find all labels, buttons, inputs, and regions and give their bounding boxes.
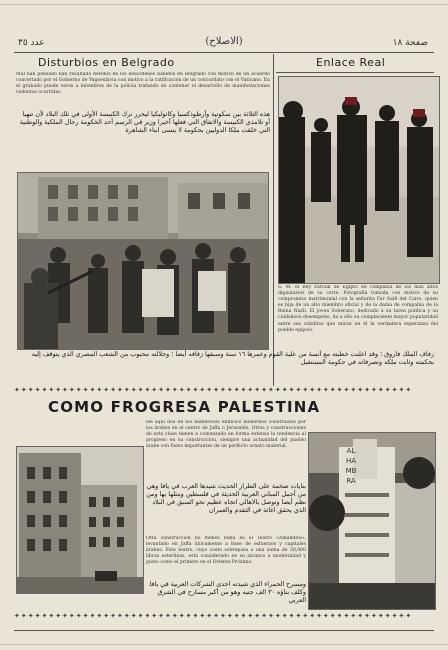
caption-belgrado-es: Mal han pensado han resultado heridos en los desórdenes habidos en Belgrado con motivo de un acuerdo concertado por el Gobierno de Yugoeslavia con motivo a la ratificación de un concordato con el Vaticano. En el grabado puede verse a miembros de la policía tratando de contener el desarrollo de manifestaciones violentas ocurridas [16, 72, 270, 96]
header-rule [14, 52, 434, 53]
page-edge-bottom [0, 644, 448, 645]
issue-number: عدد ٣٥ [18, 38, 45, 48]
caption-farouk-es: S. M. el Rey Farouk de Egipto en compañía de los más altos dignatarios de su corte. Fotografía tomada con motivo de su compromiso matrimonial con la señorita Far Sulfi del Cairo, quien es hija de un alto miembro oficial y de la dama de compañía de la Reina Nazli. El joven Soberano, dedicado a su tarea política y su cuidadoso desempeño, da a ello su complaciente mayor popularidad entre sus súbditos que miran en él la verdadera esperanza del pueblo egipcio. [278, 285, 438, 333]
photo-king-farouk [278, 76, 440, 284]
column-divider [273, 54, 274, 386]
photo-alhambra-theatre [308, 432, 436, 610]
enlace-rule [276, 72, 434, 73]
theatre-sign: ALHAMBRA [345, 447, 357, 485]
ornament-divider-bottom: ✦✦✦✦✦✦✦✦✦✦✦✦✦✦✦✦✦✦✦✦✦✦✦✦✦✦✦✦✦✦✦✦✦✦✦✦✦✦✦✦✦✦✦✦✦✦✦✦✦✦✦✦✦✦✦✦✦✦ [14, 612, 413, 620]
page-number: صفحة ١٨ [392, 38, 428, 48]
caption-palestina-es-bottom: Otra construcción no menos bella es el Teatro «Alhambra», levantado en Jaffa únicamente a base de esfuerzos y capitales árabes. Este teatro, cuyo costo sobrepasa a una suma de 30,000 libras esterlinas, está considerado en su alcance a modernidad y gusto como el primero en el Oriente Próximo. [146, 536, 306, 566]
caption-palestina-ar-bottom: ومسرح الحمراء الذي شيدته احدى الشركات العربية في يافا وكلف بناؤه ٣٠ الف جنيه وهو من أكبر مسارح في الشرق العربي [149, 580, 306, 604]
headline-belgrado: Disturbios en Belgrado [38, 56, 175, 69]
photo-jaffa-buildings [16, 446, 144, 594]
ornament-divider-top: ✦✦✦✦✦✦✦✦✦✦✦✦✦✦✦✦✦✦✦✦✦✦✦✦✦✦✦✦✦✦✦✦✦✦✦✦✦✦✦✦✦✦✦✦✦✦✦✦✦✦✦✦✦✦✦✦✦✦ [14, 386, 413, 394]
footer-rule [14, 630, 434, 631]
page-edge-top [0, 4, 448, 5]
photo-belgrado-riot [17, 172, 269, 350]
headline-palestina: COMO FROGRESA PALESTINA [48, 398, 321, 416]
headline-enlace-real: Enlace Real [316, 56, 386, 69]
caption-belgrado-ar: هذه الثلاثة بين سكوتية وأرطوذكسيا وكاثوليكيا ليحرر ترك الكنيسة الأولى في تلك البلاد لأن تنهيا أو تلامذي الكنيسة والاتفاق التي فعلها أخيرا وزير في الرسم أحد الحكومة رجال الملكية والوطنية التي خلقت ملكا الدوليين بحكومة لا ينسى ابناء الشاهرة [19, 110, 270, 134]
caption-palestina-es-top: He aquí dos de los numerosos edificios modernos construídos por los árabes en el centro de Jaffa o Jerusalén. Otros y construcciones de esta clase tienen a comenzado en forma extensa la tendencia al progreso en su construcción, siempre una actualidad del pueblo árabe con fuera importantes de un perfecto ornato material. [146, 420, 306, 450]
caption-palestina-ar-top: بنايات ضخمة على الطراز الحديث شيدها العرب في يافا وهي من أجمل المباني العربية الحديثة في فلسطين ومثلها بها ومن نظم أيضا وتوصل بالاهالي اتجاه عظيم نحو السبق في البلاد الذي يحقق اغاثة في التقدم والعمران [146, 482, 306, 514]
caption-farouk-ar: زفاف الملك فاروق ؛ وقد اعلنت خطبته مع آنسة من علية القوم وعمرها ١٦ سنة وسبقها زفافه أيضا ؛ وجلالته محبوب من الشعب المصري الذي يتوقف إليه بحكمته وثابت ملكه وتصرفاته في حكومة المستقبل [31, 350, 434, 366]
magazine-name: (الاصلاح) [205, 36, 243, 47]
